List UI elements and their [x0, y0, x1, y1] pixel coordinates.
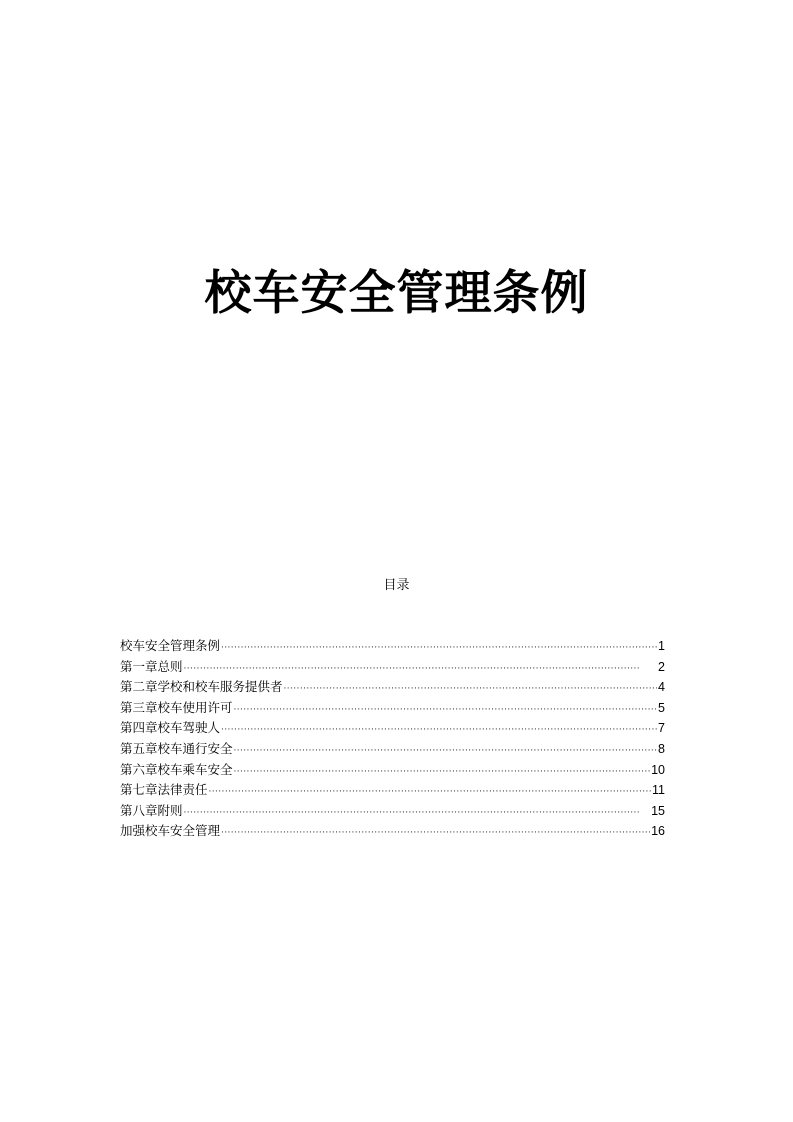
dot-leader [234, 762, 651, 783]
toc-entry-page: 15 [651, 803, 665, 818]
toc-entry-title: 第六章校车乘车安全 [120, 761, 233, 777]
toc-entry-page: 10 [651, 762, 665, 777]
toc-entry[interactable] [120, 718, 665, 739]
toc-entry[interactable] [120, 801, 665, 822]
toc-entry-page: 7 [658, 721, 665, 736]
dot-leader [221, 638, 657, 659]
toc-entry-title: 第二章学校和校车服务提供者 [120, 679, 283, 695]
toc-entry[interactable] [120, 760, 665, 781]
toc-entry-title: 第七章法律责任 [120, 782, 208, 798]
toc-entry-page: 5 [658, 700, 665, 715]
toc-entry-page: 1 [658, 639, 665, 653]
toc-entry-title: 第一章总则 [120, 658, 183, 674]
toc-heading: 目录 [383, 578, 410, 593]
dot-leader [184, 803, 651, 824]
toc-entry[interactable] [120, 698, 665, 719]
toc-entry[interactable] [120, 657, 665, 678]
dot-leader [184, 659, 658, 680]
toc-entry[interactable] [120, 821, 665, 842]
dot-leader [209, 782, 652, 803]
toc-entry[interactable] [120, 780, 665, 801]
dot-leader [221, 823, 650, 844]
dot-leader [284, 679, 658, 700]
toc-entry-page: 11 [652, 783, 665, 798]
toc-entry-page: 8 [658, 741, 665, 756]
toc-entry-title: 第四章校车驾驶人 [120, 720, 221, 736]
toc-entry-title: 第三章校车使用许可 [120, 699, 233, 715]
toc-entry[interactable] [120, 739, 665, 760]
dot-leader [234, 741, 658, 762]
toc-entry-title: 加强校车安全管理 [120, 823, 221, 839]
toc-entry[interactable] [120, 636, 665, 657]
dot-leader [221, 720, 657, 741]
toc-entry-page: 16 [651, 824, 665, 839]
document-title: 校车安全管理条例 [204, 266, 589, 321]
toc-entry-title: 校车安全管理条例 [120, 638, 221, 653]
dot-leader [234, 700, 658, 721]
toc-entry-page: 2 [658, 659, 665, 674]
toc-entry[interactable] [120, 677, 665, 698]
toc-entry-title: 第八章附则 [120, 802, 183, 818]
toc-entry-title: 第五章校车通行安全 [120, 740, 233, 756]
toc-entry-page: 4 [658, 680, 665, 695]
table-of-contents [120, 636, 665, 842]
